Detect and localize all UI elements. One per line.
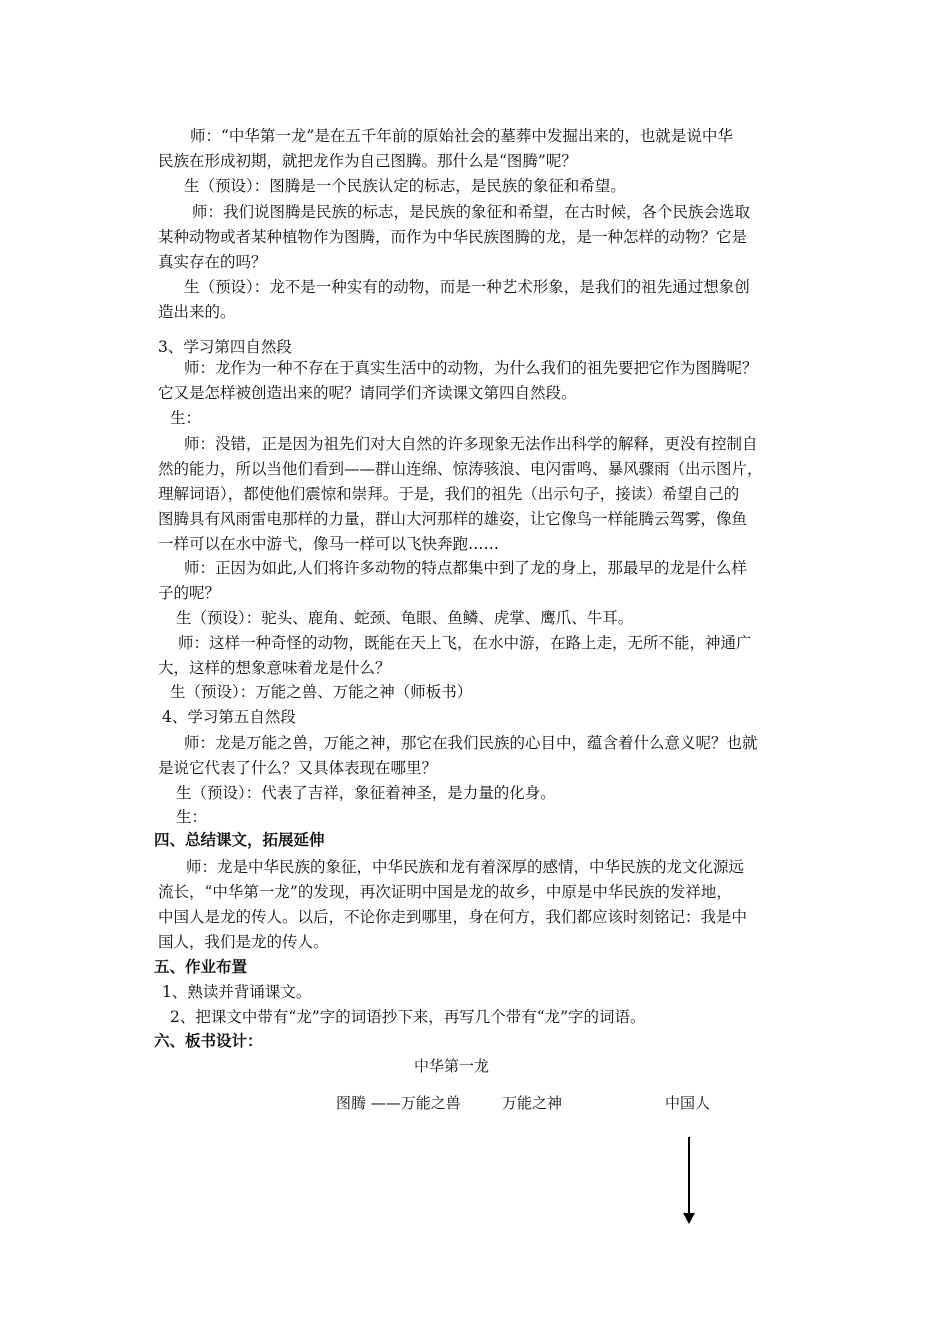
- text-line: 然的能力，所以当他们看到——群山连绵、惊涛骇浪、电闪雷鸣、暴风骤雨（出示图片，: [158, 460, 763, 478]
- text-line: 子的呢？: [158, 584, 221, 602]
- text-line: 生（预设）：图腾是一个民族认定的标志，是民族的象征和希望。: [184, 177, 626, 195]
- board-title: 中华第一龙: [414, 1057, 490, 1075]
- section-heading: 3、学习第四自然段: [158, 338, 292, 356]
- text-line: 生（预设）：龙不是一种实有的动物，而是一种艺术形象，是我们的祖先通过想象创: [184, 278, 750, 296]
- section-heading: 五、作业布置: [154, 958, 248, 976]
- text-line: 生：: [176, 808, 208, 826]
- text-line: 2、把课文中带有“龙”字的词语抄下来，再写几个带有“龙”字的词语。: [170, 1008, 646, 1026]
- text-line: 真实存在的吗？: [158, 253, 267, 271]
- text-line: 1、熟读并背诵课文。: [162, 983, 312, 1001]
- text-line: 图腾具有风雨雷电那样的力量，群山大河那样的雄姿，让它像鸟一样能腾云驾雾，像鱼: [158, 510, 748, 528]
- text-line: 一样可以在水中游弋，像马一样可以飞快奔跑……: [158, 535, 500, 553]
- text-line: 师：龙是中华民族的象征，中华民族和龙有着深厚的感情，中华民族的龙文化源远: [186, 858, 745, 876]
- text-line: 师：“中华第一龙”是在五千年前的原始社会的墓葬中发掘出来的，也就是说中华: [190, 127, 733, 145]
- text-line: 大，这样的想象意味着龙是什么？: [158, 659, 391, 677]
- text-line: 师：没错，正是因为祖先们对大自然的许多现象无法作出科学的解释，更没有控制自: [184, 435, 758, 453]
- section-heading: 4、学习第五自然段: [162, 708, 296, 726]
- text-line: 师：这样一种奇怪的动物，既能在天上飞，在水中游，在路上走，无所不能，神通广: [178, 634, 752, 652]
- text-line: 生（预设）：驼头、鹿角、蛇颈、龟眼、鱼鳞、虎掌、鹰爪、牛耳。: [176, 609, 634, 627]
- text-line: 国人，我们是龙的传人。: [158, 933, 329, 951]
- board-right: 中国人: [665, 1094, 711, 1112]
- text-line: 师：正因为如此,人们将许多动物的特点都集中到了龙的身上，那最早的龙是什么样: [184, 559, 747, 577]
- text-line: 生：: [170, 409, 202, 427]
- text-line: 民族在形成初期，就把龙作为自己图腾。那什么是“图腾”呢？: [158, 152, 577, 170]
- text-line: 生（预设）：代表了吉祥，象征着神圣，是力量的化身。: [176, 784, 556, 802]
- board-left: 图腾 ——万能之兽: [336, 1094, 461, 1112]
- text-line: 中国人是龙的传人。以后，不论你走到哪里，身在何方，我们都应该时刻铭记：我是中: [158, 908, 748, 926]
- text-line: 理解词语），都使他们震惊和崇拜。于是，我们的祖先（出示句子，接读）希望自己的: [158, 485, 740, 503]
- text-line: 它又是怎样被创造出来的呢？请同学们齐读课文第四自然段。: [158, 384, 577, 402]
- text-line: 流长，“中华第一龙”的发现，再次证明中国是龙的故乡，中原是中华民族的发祥地，: [158, 883, 732, 901]
- arrow-line: [688, 1137, 690, 1215]
- board-middle: 万能之神: [502, 1094, 563, 1112]
- text-line: 师：龙是万能之兽，万能之神，那它在我们民族的心目中，蕴含着什么意义呢？也就: [184, 734, 758, 752]
- text-line: 造出来的。: [158, 303, 236, 321]
- text-line: 是说它代表了什么？又具体表现在哪里？: [158, 759, 438, 777]
- section-heading: 四、总结课文，拓展延伸: [154, 831, 325, 849]
- arrow-down-icon: [683, 1213, 695, 1224]
- section-heading: 六、板书设计：: [154, 1032, 263, 1050]
- text-line: 某种动物或者某种植物作为图腾，而作为中华民族图腾的龙，是一种怎样的动物？它是: [158, 228, 748, 246]
- text-line: 师：我们说图腾是民族的标志，是民族的象征和希望，在古时候，各个民族会选取: [192, 203, 751, 221]
- text-line: 生（预设）：万能之兽、万能之神（师板书）: [170, 683, 473, 701]
- text-line: 师：龙作为一种不存在于真实生活中的动物，为什么我们的祖先要把它作为图腾呢？: [184, 359, 758, 377]
